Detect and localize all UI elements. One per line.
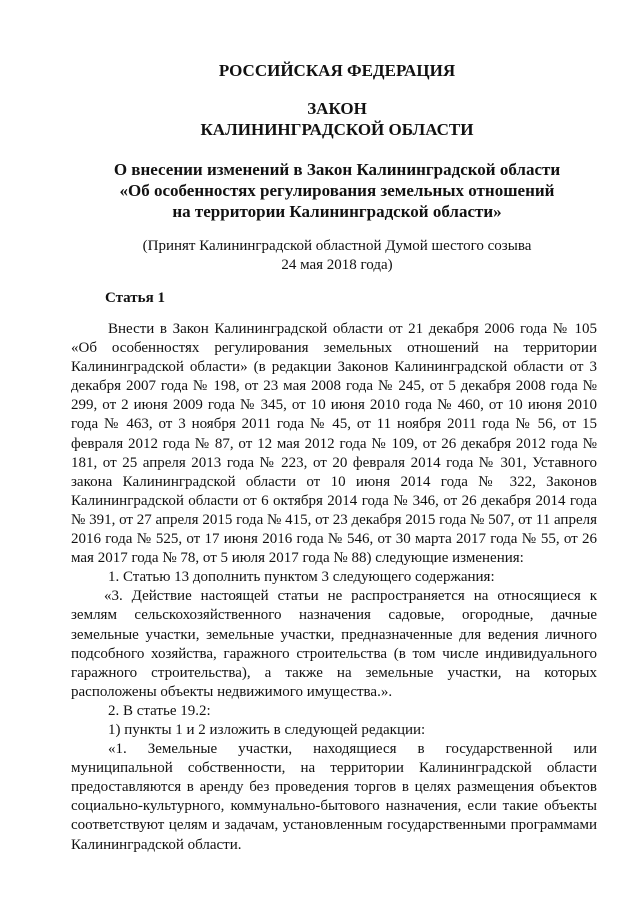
paragraph-quote-3: «3. Действие настоящей статьи не распространяется на относящиеся к землям сельскохозяйственного назначения садовые, огородные, дачные земельные участки, земельные участки, предназначенные для ведения личного подсобного хозяйства, гаражного строительства (в том числе индивидуального гаражного строительства), а также на земельные участки, на которых расположены объекты недвижимого имущества.». <box>71 588 597 700</box>
paragraph-item-2: 2. В статье 19.2: <box>108 702 211 719</box>
paragraph-item-1: 1. Статью 13 дополнить пунктом 3 следующего содержания: <box>108 569 495 586</box>
adoption-note-line-2: 24 мая 2018 года) <box>281 257 393 273</box>
paragraph-amendment-intro: Внести в Закон Калининградской области от 21 декабря 2006 года № 105 «Об особенностях регулирования земельных отношений на территории Калининградской области» (в редакции Законов Калининградской области от 3 декабря 2007 года № 198, от 23 мая 2008 года № 245, от 5 декабря 2008 года № 299, от 2 июня 2009 года № 345, от 10 июня 2010 года № 460, от 10 июня 2010 года № 463, от 3 ноября 2011 года № 45, от 11 ноября 2011 года № 56, от 15 февраля 2012 года № 87, от 12 мая 2012 года № 109, от 26 декабря 2012 года № 181, от 25 апреля 2013 года № 223, от 20 февраля 2014 года № 301, Уставного закона Калининградской области от 10 июня 2014 года № 322, Законов Калининградской области от 6 октября 2014 года № 346, от 26 декабря 2014 года № 391, от 27 апреля 2015 года № 415, от 23 декабря 2015 года № 507, от 11 апреля 2016 года № 525, от 17 июня 2016 года № 546, от 30 марта 2017 года № 55, от 26 мая 2017 года № 78, от 5 июля 2017 года № 88) следующие изменения: <box>71 321 597 567</box>
law-title-line-1: О внесении изменений в Закон Калининградской области <box>113 160 561 179</box>
region-heading: КАЛИНИНГРАДСКОЙ ОБЛАСТИ <box>200 120 474 139</box>
paragraph-quote-1: «1. Земельные участки, находящиеся в государственной или муниципальной собственности, на территории Калининградской области предоставляются в аренду без проведения торгов в целях размещения объектов социально-культурного, коммунально-бытового назначения, если такие объекты соответствуют целям и задачам, установленным государственными программами Калининградской области. <box>71 741 597 853</box>
law-title-line-3: на территории Калининградской области» <box>172 202 502 221</box>
adoption-note-line-1: (Принят Калининградской областной Думой шестого созыва <box>142 238 532 254</box>
article-heading: Статья 1 <box>105 290 165 306</box>
country-heading: РОССИЙСКАЯ ФЕДЕРАЦИЯ <box>218 61 456 80</box>
law-title-line-2: «Об особенностях регулирования земельных отношений <box>119 181 555 200</box>
article-body <box>71 320 597 855</box>
doc-type-heading: ЗАКОН <box>307 99 367 118</box>
paragraph-subitem-1: 1) пункты 1 и 2 изложить в следующей редакции: <box>108 721 426 738</box>
